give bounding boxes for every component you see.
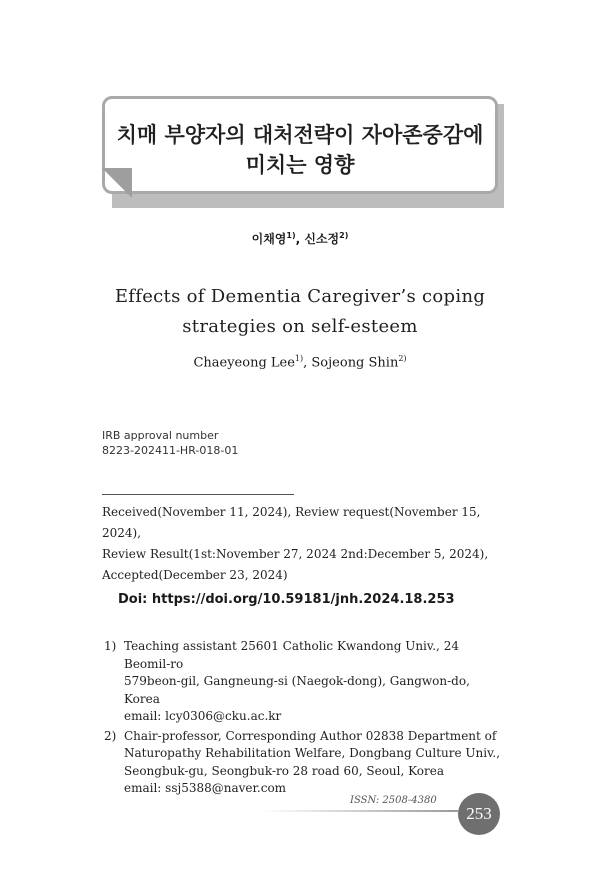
english-title xyxy=(0,282,600,342)
footnote-divider xyxy=(102,494,294,495)
note-email[interactable]: email: lcy0306@cku.ac.kr xyxy=(124,709,282,723)
doi-link[interactable]: Doi: https://doi.org/10.59181/jnh.2024.18.253 xyxy=(118,592,455,607)
note-email[interactable]: email: ssj5388@naver.com xyxy=(124,781,287,795)
dates-line3: Accepted(December 23, 2024) xyxy=(102,568,288,582)
english-title-line1: Effects of Dementia Caregiver’s coping xyxy=(114,286,486,307)
author-note-1 xyxy=(104,638,506,726)
page-number: 253 xyxy=(458,793,500,835)
english-authors xyxy=(0,354,600,370)
note-number: 2) xyxy=(104,728,117,743)
irb-approval xyxy=(102,428,238,458)
note-line: Chair-professor, Corresponding Author 02838 Department of xyxy=(124,728,497,743)
note-number: 1) xyxy=(104,639,117,653)
korean-author2: 신소정 xyxy=(304,232,340,246)
irb-label: IRB approval number xyxy=(102,429,219,442)
korean-authors xyxy=(0,230,600,247)
english-author2-mark: 2) xyxy=(398,354,407,363)
irb-number: 8223-202411-HR-018-01 xyxy=(102,444,239,457)
korean-author2-mark: 2) xyxy=(339,231,349,240)
english-author-separator: , xyxy=(303,355,312,371)
issn: ISSN: 2508-4380 xyxy=(350,795,437,806)
korean-title-line1: 치매 부양자의 대처전략이 자아존중감에 xyxy=(116,123,484,147)
korean-author1-mark: 1) xyxy=(286,231,296,240)
dates-line1: Received(November 11, 2024), Review request(November 15, 2024), xyxy=(102,505,481,540)
korean-title xyxy=(102,120,498,180)
korean-author1: 이채영 xyxy=(251,232,287,246)
submission-dates xyxy=(102,502,512,586)
english-author1-mark: 1) xyxy=(294,354,304,363)
note-line: 579beon-gil, Gangneung-si (Naegok-dong), Gangwon-do, Korea xyxy=(124,674,470,706)
dates-line2: Review Result(1st:November 27, 2024 2nd:December 5, 2024), xyxy=(102,547,489,561)
author-notes xyxy=(104,638,506,800)
issn-rule xyxy=(262,810,458,812)
english-author1: Chaeyeong Lee xyxy=(193,355,295,371)
author-note-2 xyxy=(104,728,506,798)
note-line: Teaching assistant 25601 Catholic Kwandong Univ., 24 Beomil-ro xyxy=(124,639,459,671)
english-title-line2: strategies on self-esteem xyxy=(182,316,418,337)
korean-title-line2: 미치는 영향 xyxy=(245,153,355,177)
note-line: Seongbuk-gu, Seongbuk-ro 28 road 60, Seoul, Korea xyxy=(124,763,444,778)
note-line: Naturopathy Rehabilitation Welfare, Dongbang Culture Univ., xyxy=(124,746,501,760)
english-author2: Sojeong Shin xyxy=(311,355,399,371)
korean-author-separator: , xyxy=(295,232,305,246)
